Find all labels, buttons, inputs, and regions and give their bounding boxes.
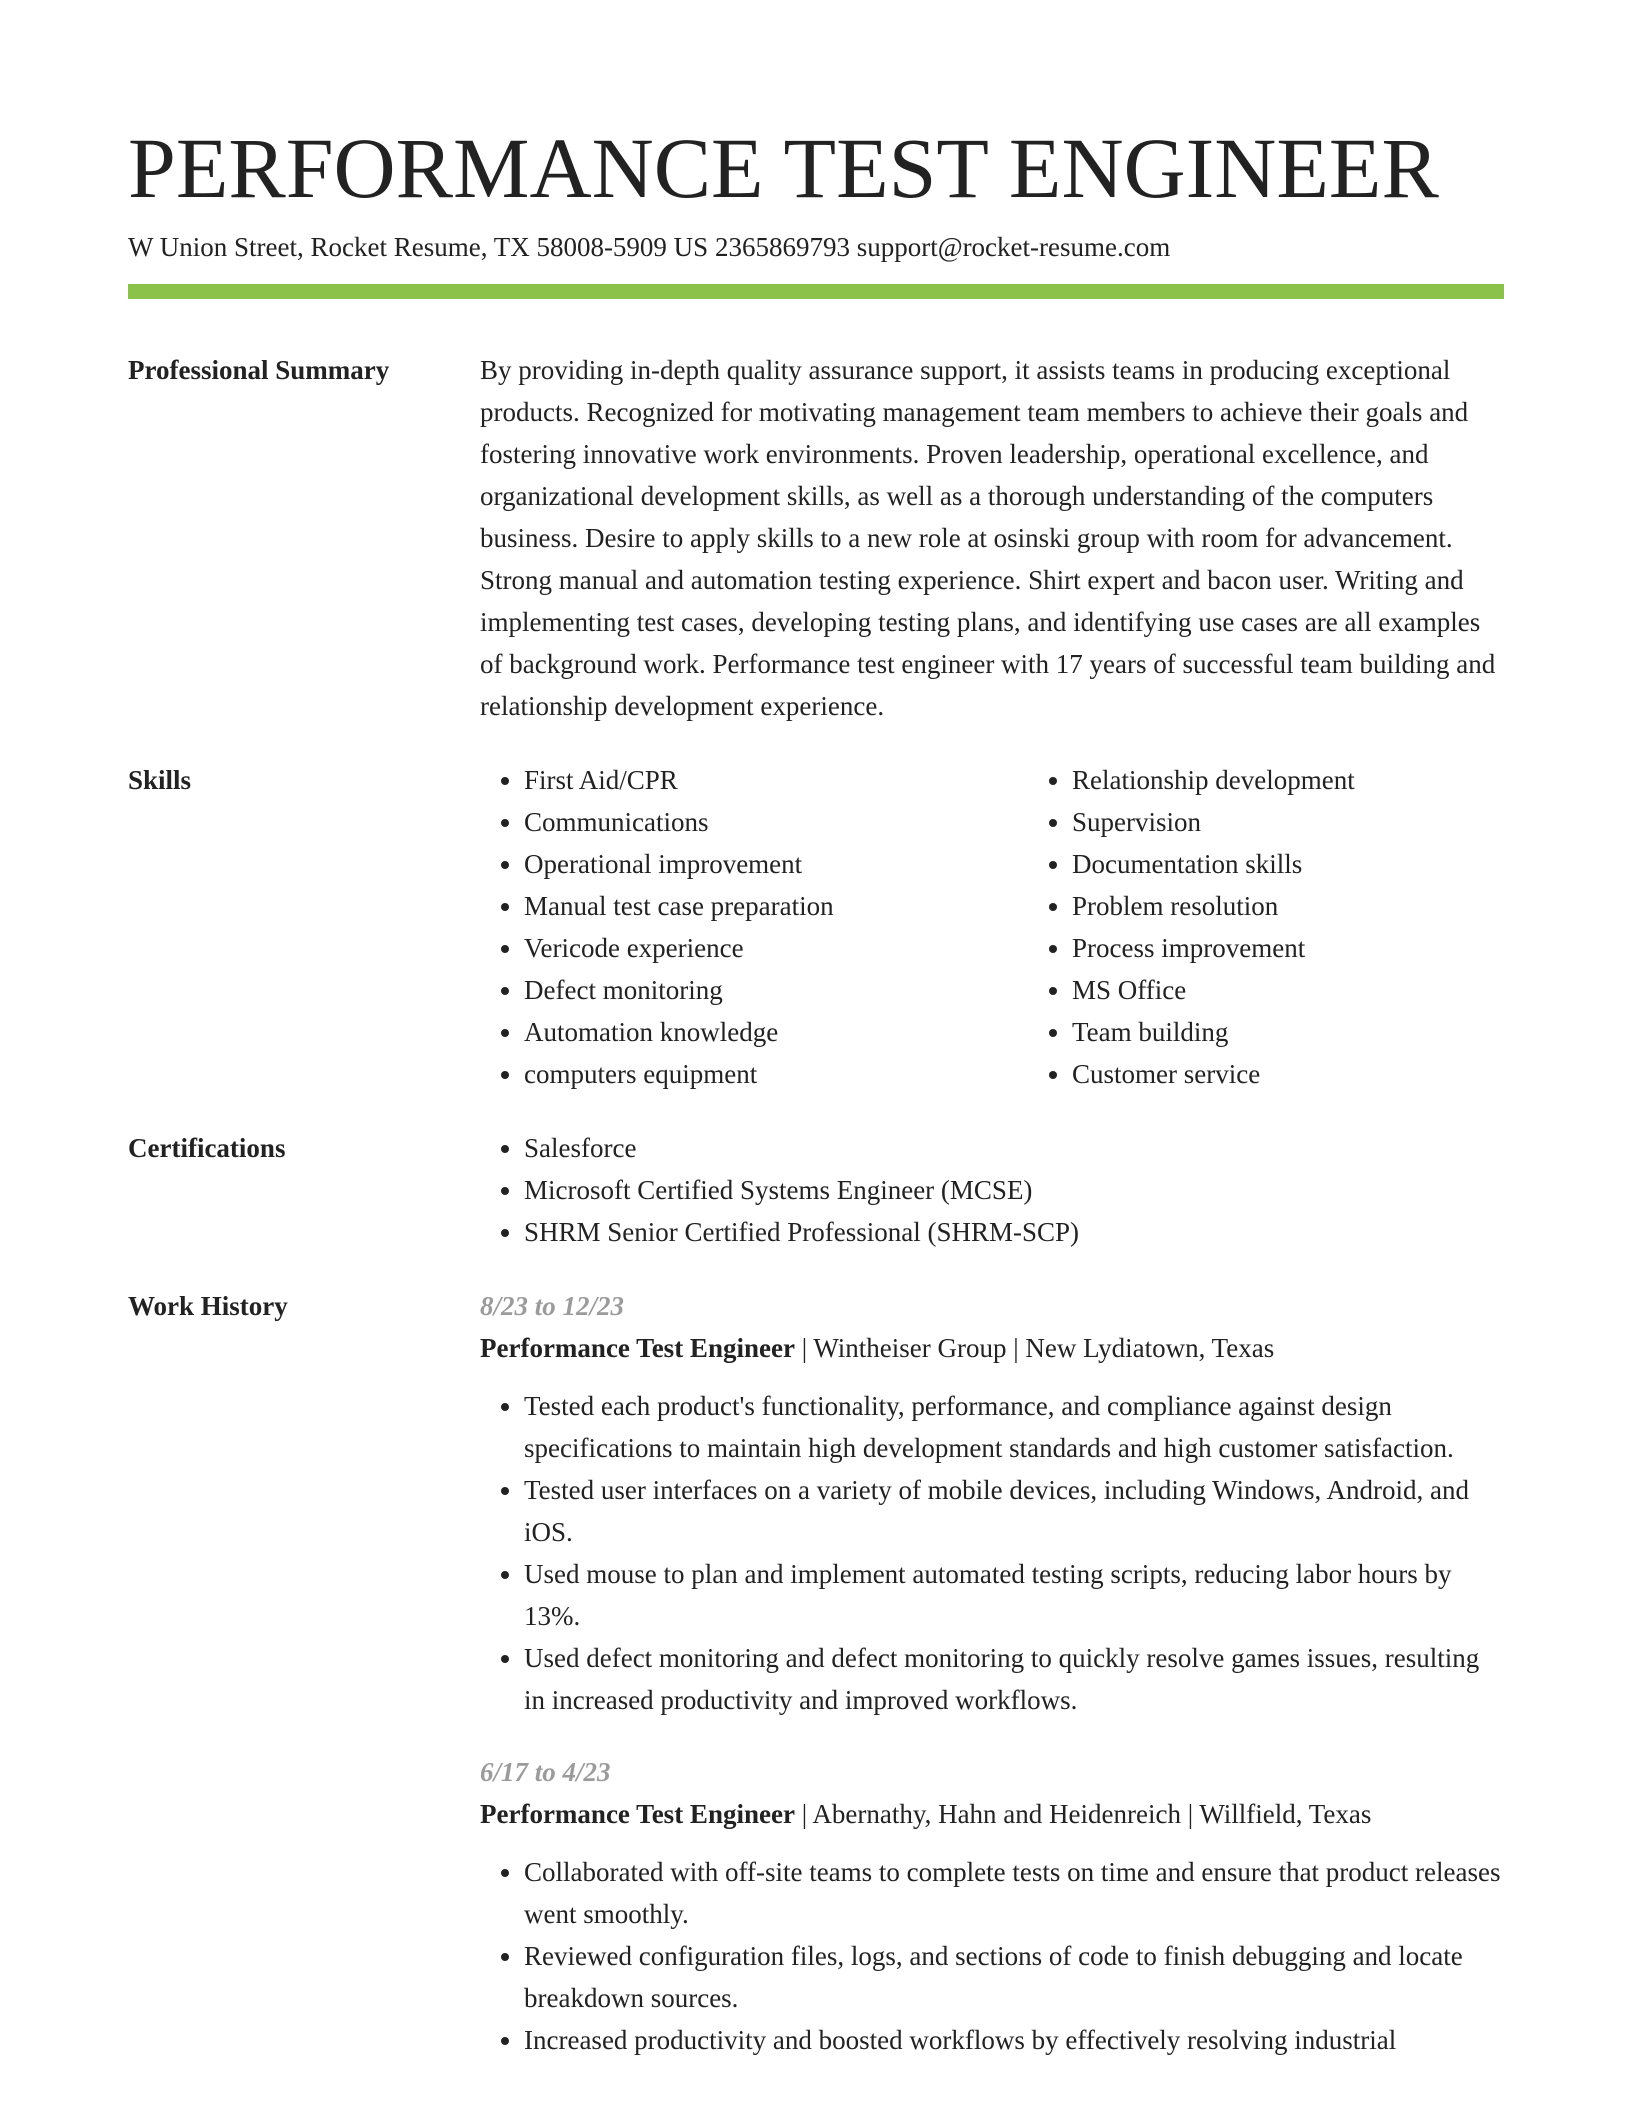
job-separator: | <box>794 1799 813 1829</box>
skills-columns <box>480 759 1572 1095</box>
job-bullets <box>480 1385 1504 1721</box>
job-bullet: • Tested user interfaces on a variety of mobile devices, including Windows, Android, and iOS. <box>524 1469 1504 1553</box>
skill-item: • Manual test case preparation <box>524 885 1028 927</box>
contact-address: W Union Street, Rocket Resume, TX 58008-5909 US <box>128 232 709 262</box>
certifications-heading: Certifications <box>128 1133 286 1163</box>
skill-item: • Communications <box>524 801 1028 843</box>
job-title-line <box>480 1793 1504 1835</box>
job-entry <box>480 1285 1504 1721</box>
job-title: Performance Test Engineer <box>480 1799 795 1829</box>
skill-item: • Team building <box>1072 1011 1572 1053</box>
job-bullet: • Collaborated with off-site teams to complete tests on time and ensure that product releases went smoothly. <box>524 1851 1504 1935</box>
skills-list-left <box>480 759 1028 1095</box>
job-bullet: • Used mouse to plan and implement automated testing scripts, reducing labor hours by 13%. <box>524 1553 1504 1637</box>
certifications-body <box>480 1127 1504 1253</box>
job-separator: | <box>794 1333 814 1363</box>
job-bullet: • Tested each product's functionality, performance, and compliance against design specifications to maintain high development standards and high customer satisfaction. <box>524 1385 1504 1469</box>
work-history-section <box>128 1285 1504 2061</box>
job-dates: 6/17 to 4/23 <box>480 1757 611 1787</box>
header-divider <box>128 284 1504 299</box>
contact-line <box>128 230 1504 264</box>
job-separator: | <box>1006 1333 1026 1363</box>
job-location: Willfield, Texas <box>1199 1799 1372 1829</box>
job-entry <box>480 1751 1504 2061</box>
summary-heading: Professional Summary <box>128 355 390 385</box>
job-bullet: • Reviewed configuration files, logs, and sections of code to finish debugging and locate breakdown sources. <box>524 1935 1504 2019</box>
skill-item: • Relationship development <box>1072 759 1572 801</box>
job-dates: 8/23 to 12/23 <box>480 1291 625 1321</box>
job-bullet: • Increased productivity and boosted workflows by effectively resolving industrial <box>524 2019 1504 2061</box>
certification-item: • Salesforce <box>524 1127 1504 1169</box>
resume-page <box>128 118 1504 2061</box>
resume-name-heading: PERFORMANCE TEST ENGINEER <box>128 120 1439 216</box>
certifications-list <box>480 1127 1504 1253</box>
certification-item: • Microsoft Certified Systems Engineer (MCSE) <box>524 1169 1504 1211</box>
certification-item: • SHRM Senior Certified Professional (SHRM-SCP) <box>524 1211 1504 1253</box>
summary-text: By providing in-depth quality assurance support, it assists teams in producing exceptional products. Recognized for motivating management team members to achieve their goals and fostering innovative work environments. Proven leadership, operational excellence, and organizational development skills, as well as a thorough understanding of the computers business. Desire to apply skills to a new role at osinski group with room for advancement. Strong manual and automation testing experience. Shirt expert and bacon user. Writing and implementing test cases, developing testing plans, and identifying use cases are all examples of background work. Performance test engineer with 17 years of successful team building and relationship development experience. <box>480 355 1496 721</box>
skills-list-right <box>1028 759 1572 1095</box>
skill-item: • computers equipment <box>524 1053 1028 1095</box>
skills-heading: Skills <box>128 765 192 795</box>
skill-item: • Process improvement <box>1072 927 1572 969</box>
job-company: Abernathy, Hahn and Heidenreich <box>812 1799 1181 1829</box>
skill-item: • Customer service <box>1072 1053 1572 1095</box>
job-bullet: • Used defect monitoring and defect monitoring to quickly resolve games issues, resulting in increased productivity and improved workflows. <box>524 1637 1504 1721</box>
summary-section <box>128 349 1504 727</box>
skill-item: • Vericode experience <box>524 927 1028 969</box>
skill-item: • Defect monitoring <box>524 969 1028 1011</box>
job-company: Wintheiser Group <box>813 1333 1007 1363</box>
job-separator: | <box>1180 1799 1200 1829</box>
skill-item: • Problem resolution <box>1072 885 1572 927</box>
skills-section <box>128 759 1504 1095</box>
certifications-section <box>128 1127 1504 1253</box>
work-history-heading: Work History <box>128 1291 288 1321</box>
skill-item: • First Aid/CPR <box>524 759 1028 801</box>
skill-item: • Automation knowledge <box>524 1011 1028 1053</box>
contact-phone: 2365869793 <box>714 232 850 262</box>
job-bullets <box>480 1851 1504 2061</box>
skill-item: • Supervision <box>1072 801 1572 843</box>
contact-email[interactable]: support@rocket-resume.com <box>856 232 1171 262</box>
job-title: Performance Test Engineer <box>480 1333 795 1363</box>
job-title-line <box>480 1327 1504 1369</box>
skill-item: • Documentation skills <box>1072 843 1572 885</box>
skill-item: • Operational improvement <box>524 843 1028 885</box>
job-location: New Lydiatown, Texas <box>1025 1333 1275 1363</box>
skill-item: • MS Office <box>1072 969 1572 1011</box>
work-history-body <box>480 1285 1504 2061</box>
